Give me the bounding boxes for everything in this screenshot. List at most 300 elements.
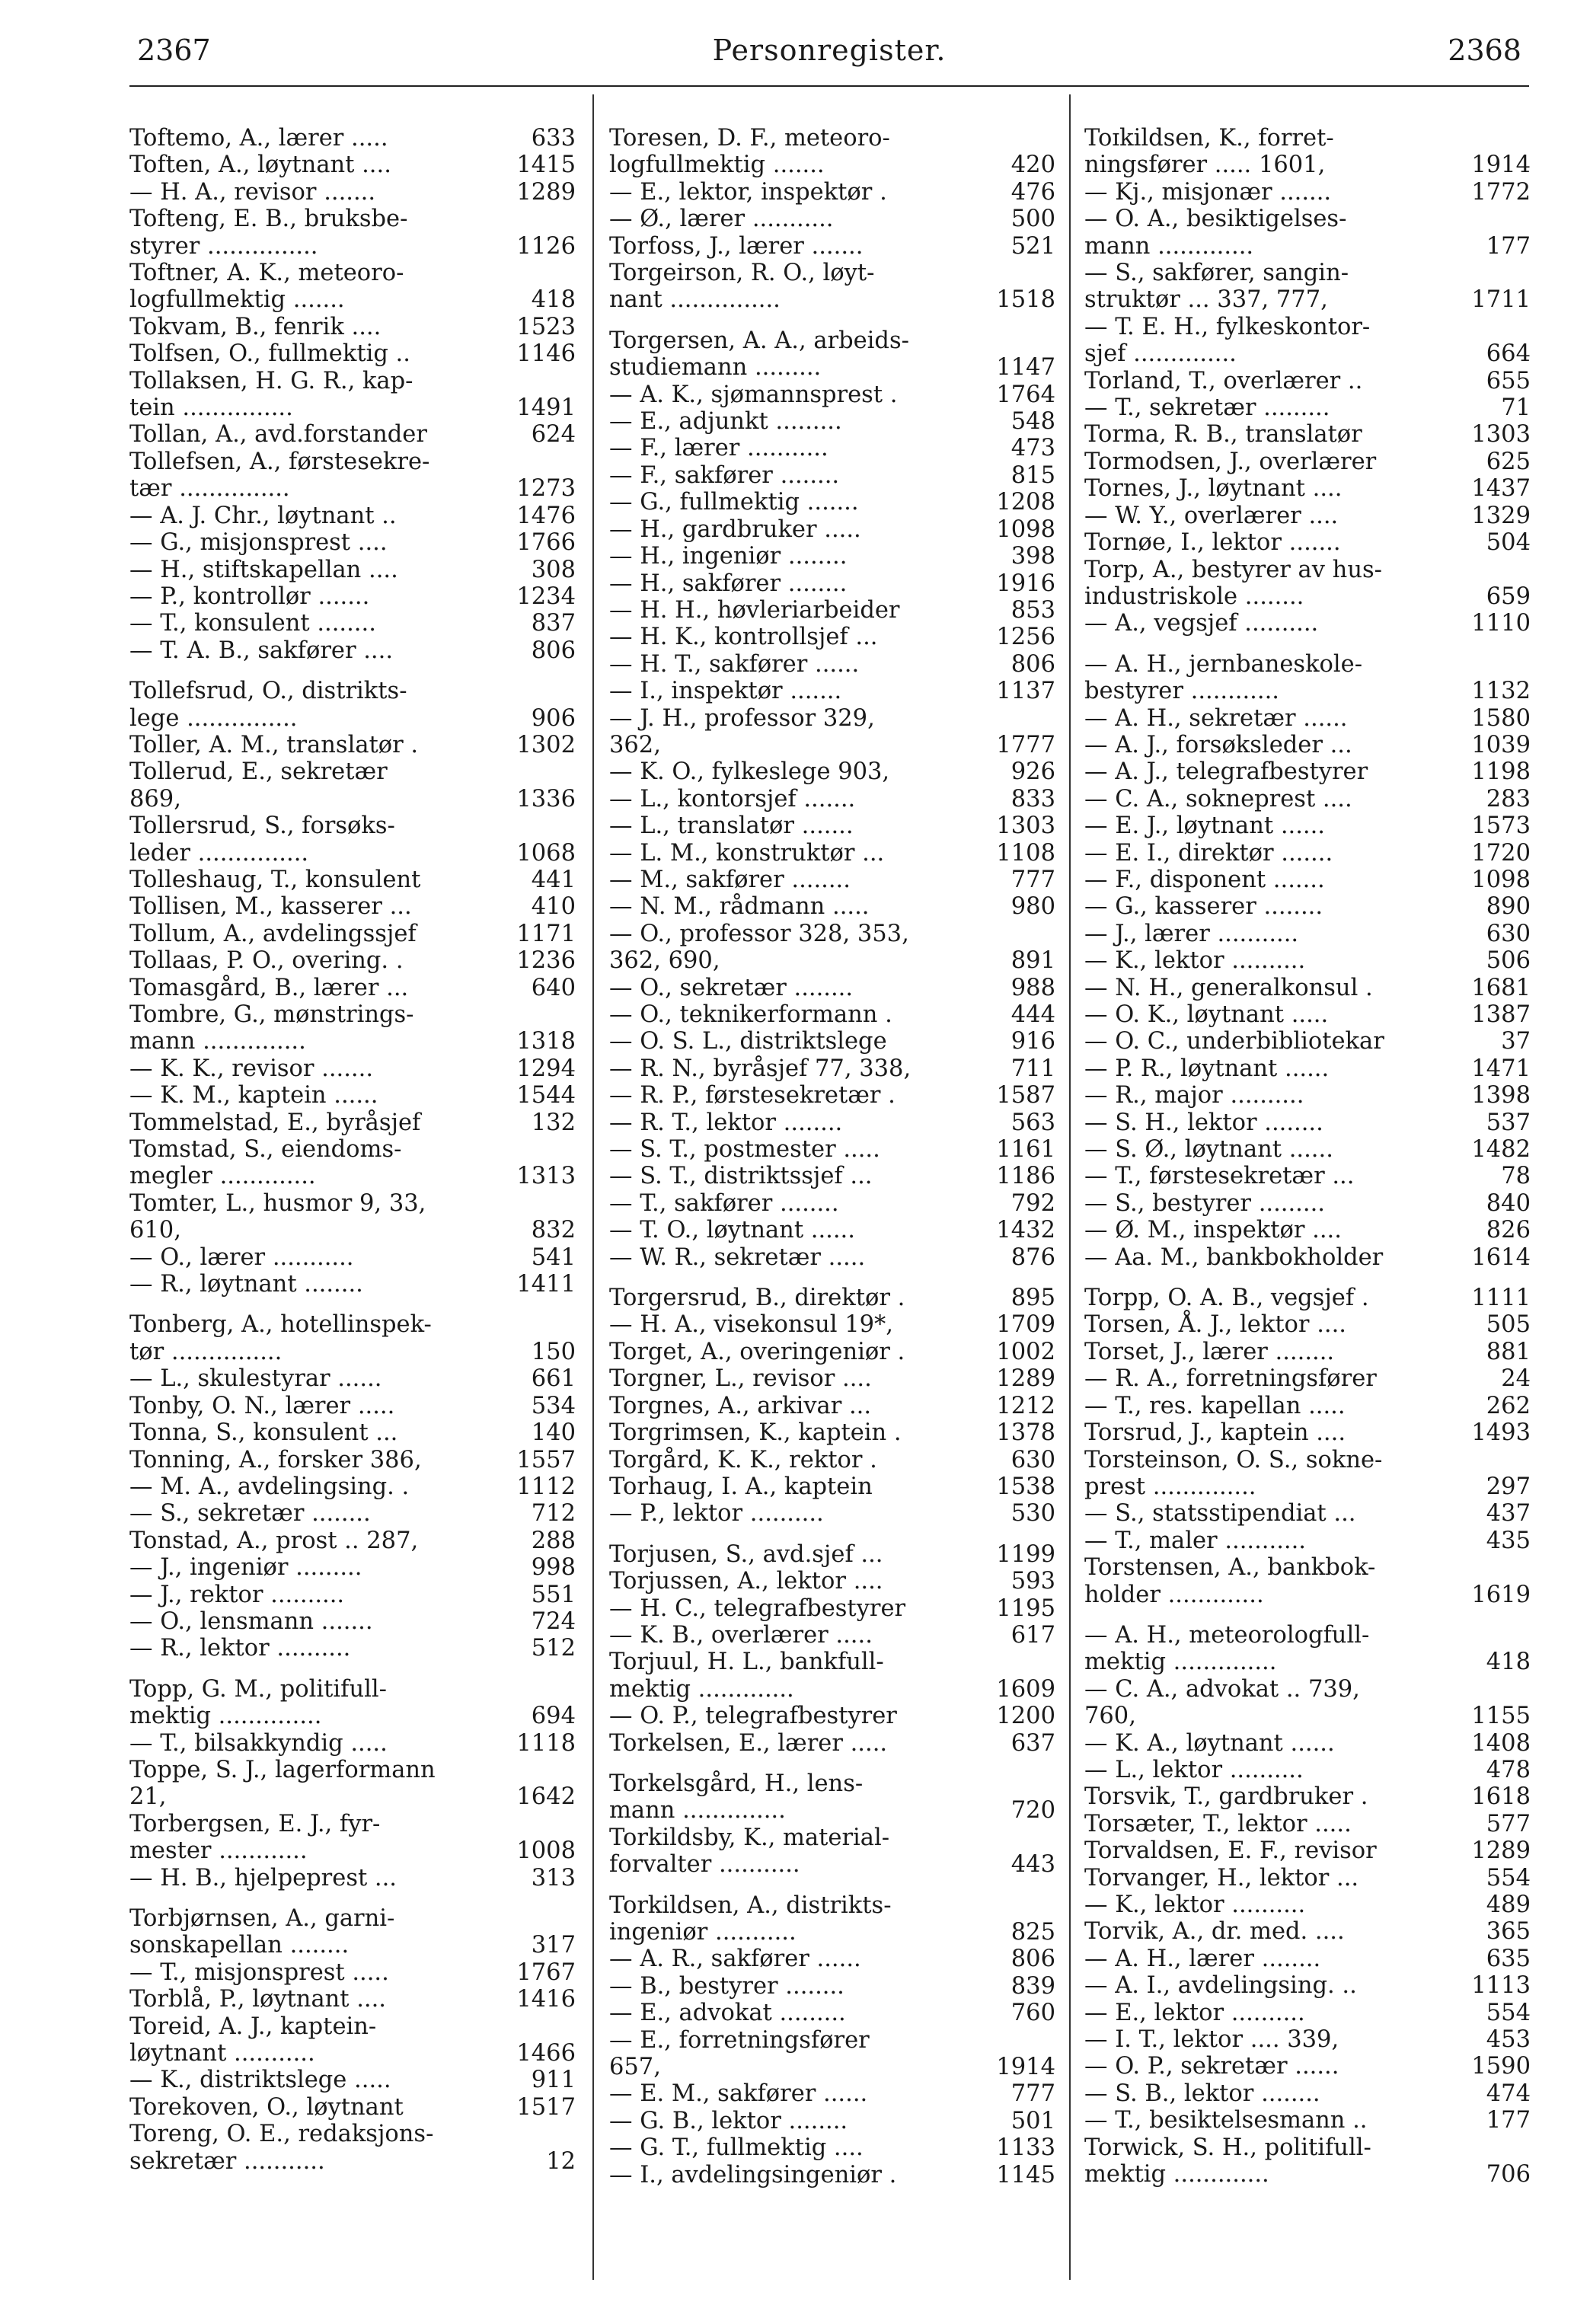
entry-page-number: 563 — [1011, 1109, 1055, 1136]
entry-text: — M. A., avdelingsing. . — [129, 1473, 410, 1500]
entry-page-number: 1318 — [516, 1028, 576, 1055]
entry-text: Toɪkildsen, K., forret- ningsfører ..... 1601, — [1084, 125, 1334, 179]
entry-text: Tonberg, A., hotellinspek- tør ............... — [129, 1311, 432, 1365]
register-entry — [1084, 758, 1531, 785]
register-entry — [129, 1676, 576, 1730]
register-entry — [609, 786, 1055, 812]
entry-page-number: 24 — [1501, 1365, 1531, 1393]
entry-text: Tornes, J., løytnant .... — [1084, 475, 1343, 503]
register-entry — [129, 1582, 576, 1608]
register-entry — [609, 867, 1055, 893]
entry-text: — A. J. Chr., løytnant .. — [129, 502, 397, 529]
register-entry — [129, 152, 576, 178]
entry-page-number: 916 — [1011, 1028, 1055, 1055]
entry-text: Tomstad, S., eiendoms- megler ............. — [129, 1136, 402, 1190]
entry-text: — A. I., avdelingsing. .. — [1084, 1972, 1357, 2000]
entry-page-number: 308 — [531, 556, 576, 583]
register-entry — [129, 1447, 576, 1473]
entry-page-number: 1476 — [516, 502, 576, 529]
entry-text: Tokvam, B., fenrik .... — [129, 313, 382, 340]
entry-text: — R. P., førstesekretær . — [609, 1082, 896, 1109]
entry-page-number: 435 — [1486, 1527, 1531, 1554]
entry-text: Toller, A. M., translatør . — [129, 731, 419, 758]
register-entry — [129, 1419, 576, 1446]
entry-text: — E., forretningsfører 657, — [609, 2026, 870, 2081]
entry-text: — S. Ø., løytnant ...... — [1084, 1136, 1333, 1164]
entry-text: Torjusen, S., avd.sjef ... — [609, 1540, 883, 1568]
register-entry — [609, 893, 1055, 920]
register-entry — [609, 1649, 1055, 1703]
entry-text: Torsæter, T., lektor ..... — [1084, 1810, 1352, 1837]
entry-page-number: 911 — [531, 2067, 576, 2094]
register-entry — [1084, 1972, 1531, 1999]
entry-text: Torgersrud, B., direktør . — [609, 1285, 905, 1312]
register-entry — [1084, 1082, 1531, 1109]
entry-text: Toppe, S. J., lagerformann 21, — [129, 1756, 436, 1811]
register-entry — [129, 2013, 576, 2067]
entry-text: — S., sakfører, sangin- struktør ... 337, 777, — [1084, 260, 1349, 314]
entry-page-number: 825 — [1011, 1919, 1055, 1946]
entry-page-number: 640 — [531, 974, 576, 1001]
page-title: Personregister. — [712, 34, 947, 67]
entry-page-number: 501 — [1011, 2107, 1055, 2134]
register-entry — [609, 2000, 1055, 2026]
entry-page-number: 398 — [1011, 543, 1055, 570]
entry-text: — T., konsulent ........ — [129, 610, 376, 637]
entry-page-number: 474 — [1486, 2080, 1531, 2107]
entry-page-number: 806 — [1011, 650, 1055, 678]
entry-page-number: 792 — [1011, 1189, 1055, 1217]
entry-text: — R., lektor .......... — [129, 1635, 351, 1662]
entry-page-number: 655 — [1486, 367, 1531, 394]
entry-text: Tollan, A., avd.forstander — [129, 421, 427, 449]
entry-text: — A. K., sjømannsprest . — [609, 381, 898, 408]
header-rule — [129, 85, 1529, 87]
register-entry — [129, 1271, 576, 1298]
entry-text: — H. T., sakfører ...... — [609, 650, 860, 678]
entry-page-number: 926 — [1011, 758, 1055, 786]
entry-page-number: 1137 — [996, 678, 1055, 705]
register-entry — [1084, 2080, 1531, 2107]
entry-page-number: 890 — [1486, 893, 1531, 921]
entry-page-number: 1212 — [996, 1392, 1055, 1419]
register-entry — [1084, 557, 1531, 611]
register-entry — [129, 1608, 576, 1635]
entry-page-number: 262 — [1486, 1392, 1531, 1419]
entry-text: — E., adjunkt ......... — [609, 408, 842, 436]
entry-text: — W. R., sekretær ..... — [609, 1243, 866, 1271]
register-entry — [1084, 1217, 1531, 1243]
entry-text: Topp, G. M., politifull- mektig .............. — [129, 1675, 387, 1730]
entry-text: Tormodsen, J., overlærer — [1084, 448, 1377, 475]
entry-text: — A. H., jernbaneskole- bestyrer ............ — [1084, 650, 1363, 705]
register-entry — [1084, 947, 1531, 974]
register-entry — [1084, 1865, 1531, 1891]
entry-text: Tonna, S., konsulent ... — [129, 1419, 398, 1447]
entry-text: — J., ingeniør ......... — [129, 1554, 362, 1582]
entry-page-number: 694 — [531, 1703, 576, 1730]
entry-text: — K. M., kaptein ...... — [129, 1082, 378, 1109]
entry-text: — P., kontrollør ....... — [129, 583, 370, 610]
register-entry — [1084, 1311, 1531, 1338]
entry-text: Tonning, A., forsker 386, — [129, 1446, 422, 1473]
entry-text: — S. T., postmester ..... — [609, 1136, 880, 1164]
entry-text: — J., lærer ........... — [1084, 920, 1299, 947]
entry-page-number: 1171 — [516, 920, 576, 947]
entry-text: Torstensen, A., bankbok- holder ............. — [1084, 1554, 1376, 1608]
entry-page-number: 1491 — [516, 394, 576, 422]
register-entry — [129, 1865, 576, 1891]
register-entry — [609, 2108, 1055, 2134]
register-entry — [129, 1393, 576, 1419]
entry-text: — R. T., lektor ........ — [609, 1109, 843, 1136]
register-entry — [609, 1568, 1055, 1595]
register-entry — [609, 1730, 1055, 1757]
entry-page-number: 1709 — [996, 1311, 1055, 1339]
entry-text: — T., sekretær ......... — [1084, 394, 1330, 422]
entry-page-number: 1289 — [1471, 1837, 1531, 1865]
register-entry — [1084, 260, 1531, 314]
register-entry — [1084, 1365, 1531, 1392]
entry-text: Torbjørnsen, A., garni- sonskapellan ........ — [129, 1905, 395, 1959]
entry-text: Torma, R. B., translatør — [1084, 421, 1362, 449]
entry-text: Torekoven, O., løytnant — [129, 2093, 404, 2121]
entry-text: — T., bilsakkyndig ..... — [129, 1729, 388, 1757]
entry-text: Toreid, A. J., kaptein- løytnant ........... — [129, 2013, 377, 2067]
entry-page-number: 1471 — [1471, 1055, 1531, 1082]
entry-page-number: 453 — [1486, 2026, 1531, 2054]
entry-page-number: 418 — [1486, 1649, 1531, 1676]
register-entry — [129, 125, 576, 152]
entry-page-number: 1408 — [1471, 1729, 1531, 1757]
register-entry — [129, 947, 576, 974]
entry-page-number: 1590 — [1471, 2053, 1531, 2080]
entry-text: — H., ingeniør ........ — [609, 543, 848, 570]
register-entry — [1084, 840, 1531, 867]
register-entry — [129, 1082, 576, 1109]
entry-page-number: 1329 — [1471, 502, 1531, 529]
entry-page-number: 1147 — [996, 354, 1055, 381]
entry-text: — O. P., telegrafbestyrer — [609, 1703, 897, 1730]
entry-page-number: 1098 — [1471, 866, 1531, 893]
entry-text: — K. B., overlærer ..... — [609, 1621, 873, 1649]
entry-page-number: 837 — [531, 610, 576, 637]
entry-text: — G. B., lektor ........ — [609, 2107, 848, 2134]
entry-page-number: 1711 — [1471, 286, 1531, 314]
register-entry — [1084, 1500, 1531, 1527]
entry-page-number: 1573 — [1471, 812, 1531, 840]
register-entry — [1084, 179, 1531, 206]
entry-text: — J. H., professor 329, 362, — [609, 704, 875, 758]
entry-page-number: 777 — [1011, 2080, 1055, 2108]
entry-text: — C. A., advokat .. 739, 760, — [1084, 1675, 1360, 1730]
entry-page-number: 1146 — [516, 340, 576, 368]
register-entry — [609, 1473, 1055, 1500]
entry-text: — K. K., revisor ....... — [129, 1055, 374, 1082]
entry-page-number: 1587 — [996, 1082, 1055, 1109]
entry-text: — F., lærer ........... — [609, 435, 829, 462]
register-entry — [1084, 1136, 1531, 1163]
entry-text: Tofteng, E. B., bruksbe- styrer ............... — [129, 206, 408, 260]
register-entry — [609, 1500, 1055, 1527]
entry-text: — M., sakfører ........ — [609, 866, 851, 893]
entry-text: Torjussen, A., lektor .... — [609, 1568, 883, 1595]
entry-page-number: 881 — [1486, 1338, 1531, 1365]
entry-page-number: 1234 — [516, 583, 576, 610]
entry-text: — S., bestyrer ......... — [1084, 1189, 1325, 1217]
entry-page-number: 1914 — [996, 2054, 1055, 2081]
entry-text: — T. O., løytnant ...... — [609, 1217, 855, 1244]
entry-page-number: 635 — [1486, 1945, 1531, 1972]
register-entry — [1084, 2053, 1531, 2080]
entry-text: — G., kasserer ........ — [1084, 893, 1323, 921]
register-entry — [609, 1136, 1055, 1163]
entry-text: — W. Y., overlærer .... — [1084, 502, 1339, 529]
entry-text: Torjuul, H. L., bankfull- mektig ............. — [609, 1649, 884, 1703]
entry-text: — A. H., sekretær ...... — [1084, 704, 1348, 732]
entry-page-number: 444 — [1011, 1001, 1055, 1028]
entry-page-number: 554 — [1486, 1999, 1531, 2026]
entry-page-number: 1619 — [1471, 1581, 1531, 1608]
register-entry — [609, 381, 1055, 408]
register-entry — [609, 1824, 1055, 1879]
entry-text: Torkildsen, A., distrikts- ingeniør ........... — [609, 1891, 892, 1946]
entry-text: Torland, T., overlærer .. — [1084, 367, 1363, 394]
register-entry — [129, 1986, 576, 2013]
entry-page-number: 624 — [531, 421, 576, 449]
register-entry — [609, 2027, 1055, 2081]
entry-text: Tombre, G., mønstrings- mann .............. — [129, 1001, 414, 1055]
entry-text: — L., lektor .......... — [1084, 1756, 1304, 1783]
register-entry — [609, 2162, 1055, 2188]
register-entry — [609, 705, 1055, 759]
entry-text: — L., translatør ....... — [609, 812, 854, 840]
entry-text: — J., rektor .......... — [129, 1581, 345, 1608]
right-page-number: 2368 — [1448, 34, 1521, 67]
register-entry — [1084, 1757, 1531, 1783]
entry-text: — H. C., telegrafbestyrer — [609, 1595, 906, 1622]
register-entry — [1084, 1918, 1531, 1945]
entry-text: — S. T., distriktssjef ... — [609, 1163, 873, 1190]
entry-page-number: 1398 — [1471, 1082, 1531, 1109]
entry-page-number: 1767 — [516, 1958, 576, 1986]
entry-page-number: 832 — [531, 1217, 576, 1244]
entry-page-number: 637 — [1011, 1729, 1055, 1757]
register-entry — [609, 408, 1055, 435]
entry-page-number: 534 — [531, 1392, 576, 1419]
register-entry — [129, 1365, 576, 1392]
entry-page-number: 1273 — [516, 475, 576, 503]
entry-page-number: 1777 — [996, 731, 1055, 758]
entry-text: — T., misjonsprest ..... — [129, 1958, 389, 1986]
register-entry — [609, 435, 1055, 461]
register-entry — [1084, 125, 1531, 179]
entry-text: Torp, A., bestyrer av hus- industriskole ........ — [1084, 556, 1382, 610]
register-entry — [129, 1473, 576, 1500]
entry-text: Toftemo, A., lærer ..... — [129, 125, 388, 152]
entry-page-number: 1416 — [516, 1986, 576, 2013]
entry-page-number: 633 — [531, 125, 576, 152]
entry-page-number: 891 — [1011, 947, 1055, 975]
entry-text: Torsteinson, O. S., sokne- prest .............. — [1084, 1446, 1383, 1500]
register-entry — [609, 260, 1055, 314]
entry-page-number: 1289 — [996, 1365, 1055, 1393]
entry-text: — H. A., revisor ....... — [129, 178, 376, 206]
entry-text: — S., sekretær ........ — [129, 1500, 371, 1528]
register-entry — [1084, 206, 1531, 260]
register-entry — [609, 975, 1055, 1001]
entry-text: Torkelsgård, H., lens- mann .............. — [609, 1770, 864, 1824]
register-entry — [1084, 867, 1531, 893]
entry-page-number: 1517 — [516, 2093, 576, 2121]
register-entry — [1084, 732, 1531, 758]
entry-text: — O., lensmann ....... — [129, 1607, 373, 1635]
register-entry — [1084, 893, 1531, 920]
entry-text: — I., inspektør ....... — [609, 678, 842, 705]
entry-text: Torsrud, J., kaptein .... — [1084, 1419, 1346, 1447]
entry-text: — T., res. kapellan ..... — [1084, 1392, 1346, 1419]
entry-text: — E. M., sakfører ...... — [609, 2080, 868, 2108]
register-entry — [129, 812, 576, 867]
entry-text: Torhaug, I. A., kaptein — [609, 1473, 873, 1500]
register-entry — [609, 2080, 1055, 2107]
entry-text: — R. N., byråsjef 77, 338, — [609, 1055, 912, 1082]
entry-text: Torblå, P., løytnant .... — [129, 1986, 387, 2013]
register-entry — [609, 1365, 1055, 1392]
register-entry — [609, 1447, 1055, 1473]
entry-text: — N. M., rådmann ..... — [609, 893, 870, 921]
entry-text: Tollefsrud, O., distrikts- lege ............... — [129, 678, 407, 732]
entry-text: — Aa. M., bankbokholder — [1084, 1243, 1384, 1271]
entry-text: — G., fullmektig ....... — [609, 489, 859, 516]
entry-page-number: 630 — [1011, 1446, 1055, 1473]
register-entry — [1084, 1811, 1531, 1837]
entry-page-number: 1538 — [996, 1473, 1055, 1500]
entry-text: Torget, A., overingeniør . — [609, 1338, 905, 1365]
register-entry — [609, 1892, 1055, 1946]
entry-page-number: 1614 — [1471, 1243, 1531, 1271]
register-entry — [1084, 503, 1531, 529]
entry-page-number: 37 — [1501, 1028, 1531, 1055]
entry-page-number: 1580 — [1471, 704, 1531, 732]
entry-page-number: 1113 — [1471, 1972, 1531, 2000]
register-entry — [609, 1190, 1055, 1217]
register-entry — [129, 1109, 576, 1136]
entry-text: — K., distriktslege ..... — [129, 2067, 391, 2094]
register-entry — [609, 758, 1055, 785]
entry-page-number: 1766 — [516, 529, 576, 557]
column-divider — [592, 94, 594, 2280]
register-entry — [129, 975, 576, 1001]
register-column-1 — [129, 125, 576, 2175]
register-entry — [609, 489, 1055, 516]
register-entry — [129, 1136, 576, 1190]
entry-text: — H. B., hjelpeprest ... — [129, 1864, 398, 1891]
entry-text: Torpp, O. A. B., vegsjef . — [1084, 1285, 1369, 1312]
register-entry — [129, 2121, 576, 2175]
register-entry — [129, 529, 576, 556]
entry-page-number: 1437 — [1471, 475, 1531, 503]
register-entry — [129, 1811, 576, 1865]
entry-page-number: 288 — [531, 1527, 576, 1554]
register-entry — [609, 1703, 1055, 1729]
entry-page-number: 150 — [531, 1338, 576, 1365]
register-entry — [609, 1541, 1055, 1568]
entry-page-number: 895 — [1011, 1285, 1055, 1312]
register-entry — [1084, 1285, 1531, 1311]
entry-page-number: 777 — [1011, 866, 1055, 893]
entry-text: — O., teknikerformann . — [609, 1001, 892, 1028]
register-entry — [1084, 1419, 1531, 1446]
entry-text: Tonby, O. N., lærer ..... — [129, 1392, 395, 1419]
entry-page-number: 1313 — [516, 1163, 576, 1190]
register-entry — [609, 543, 1055, 570]
entry-page-number: 815 — [1011, 461, 1055, 489]
register-entry — [129, 1244, 576, 1271]
entry-page-number: 659 — [1486, 583, 1531, 610]
entry-text: — E., advokat ......... — [609, 2000, 846, 2027]
entry-page-number: 541 — [531, 1243, 576, 1271]
entry-text: — K., lektor .......... — [1084, 947, 1306, 975]
register-entry — [129, 368, 576, 422]
register-entry — [129, 1528, 576, 1554]
entry-page-number: 711 — [1011, 1055, 1055, 1082]
entry-text: — O., professor 328, 353, 362, 690, — [609, 920, 909, 975]
register-entry — [609, 516, 1055, 543]
register-entry — [1084, 975, 1531, 1001]
register-entry — [129, 1055, 576, 1082]
entry-text: Tollum, A., avdelingssjef — [129, 920, 417, 947]
entry-text: — A., vegsjef .......... — [1084, 610, 1319, 637]
register-entry — [1084, 1109, 1531, 1136]
register-entry — [129, 921, 576, 947]
entry-page-number: 78 — [1501, 1163, 1531, 1190]
entry-page-number: 283 — [1486, 785, 1531, 812]
entry-text: — E. I., direktør ....... — [1084, 839, 1333, 867]
entry-page-number: 1493 — [1471, 1419, 1531, 1447]
register-entry — [1084, 1730, 1531, 1757]
entry-page-number: 826 — [1486, 1217, 1531, 1244]
register-entry — [1084, 394, 1531, 421]
entry-text: — T., maler ........... — [1084, 1527, 1306, 1554]
entry-page-number: 473 — [1011, 435, 1055, 462]
register-entry — [129, 867, 576, 893]
entry-text: Tollisen, M., kasserer ... — [129, 893, 412, 921]
entry-page-number: 720 — [1011, 1797, 1055, 1824]
entry-page-number: 998 — [531, 1554, 576, 1582]
register-entry — [1084, 368, 1531, 394]
entry-text: — L., skulestyrar ...... — [129, 1365, 382, 1393]
register-entry — [1084, 1163, 1531, 1189]
register-entry — [1084, 1339, 1531, 1365]
entry-page-number: 1618 — [1471, 1783, 1531, 1811]
register-entry — [129, 503, 576, 529]
register-entry — [1084, 529, 1531, 556]
register-entry — [1084, 1447, 1531, 1501]
entry-page-number: 1544 — [516, 1082, 576, 1109]
entry-page-number: 530 — [1011, 1500, 1055, 1528]
register-entry — [1084, 651, 1531, 705]
register-entry — [1084, 1190, 1531, 1217]
register-entry — [129, 449, 576, 503]
entry-page-number: 1039 — [1471, 731, 1531, 758]
entry-page-number: 140 — [531, 1419, 576, 1447]
entry-text: Torvanger, H., lektor ... — [1084, 1864, 1359, 1891]
entry-page-number: 1098 — [996, 516, 1055, 543]
register-entry — [1084, 1837, 1531, 1864]
entry-text: Torsen, Å. J., lektor .... — [1084, 1311, 1346, 1339]
entry-text: Torkelsen, E., lærer ..... — [609, 1729, 888, 1757]
